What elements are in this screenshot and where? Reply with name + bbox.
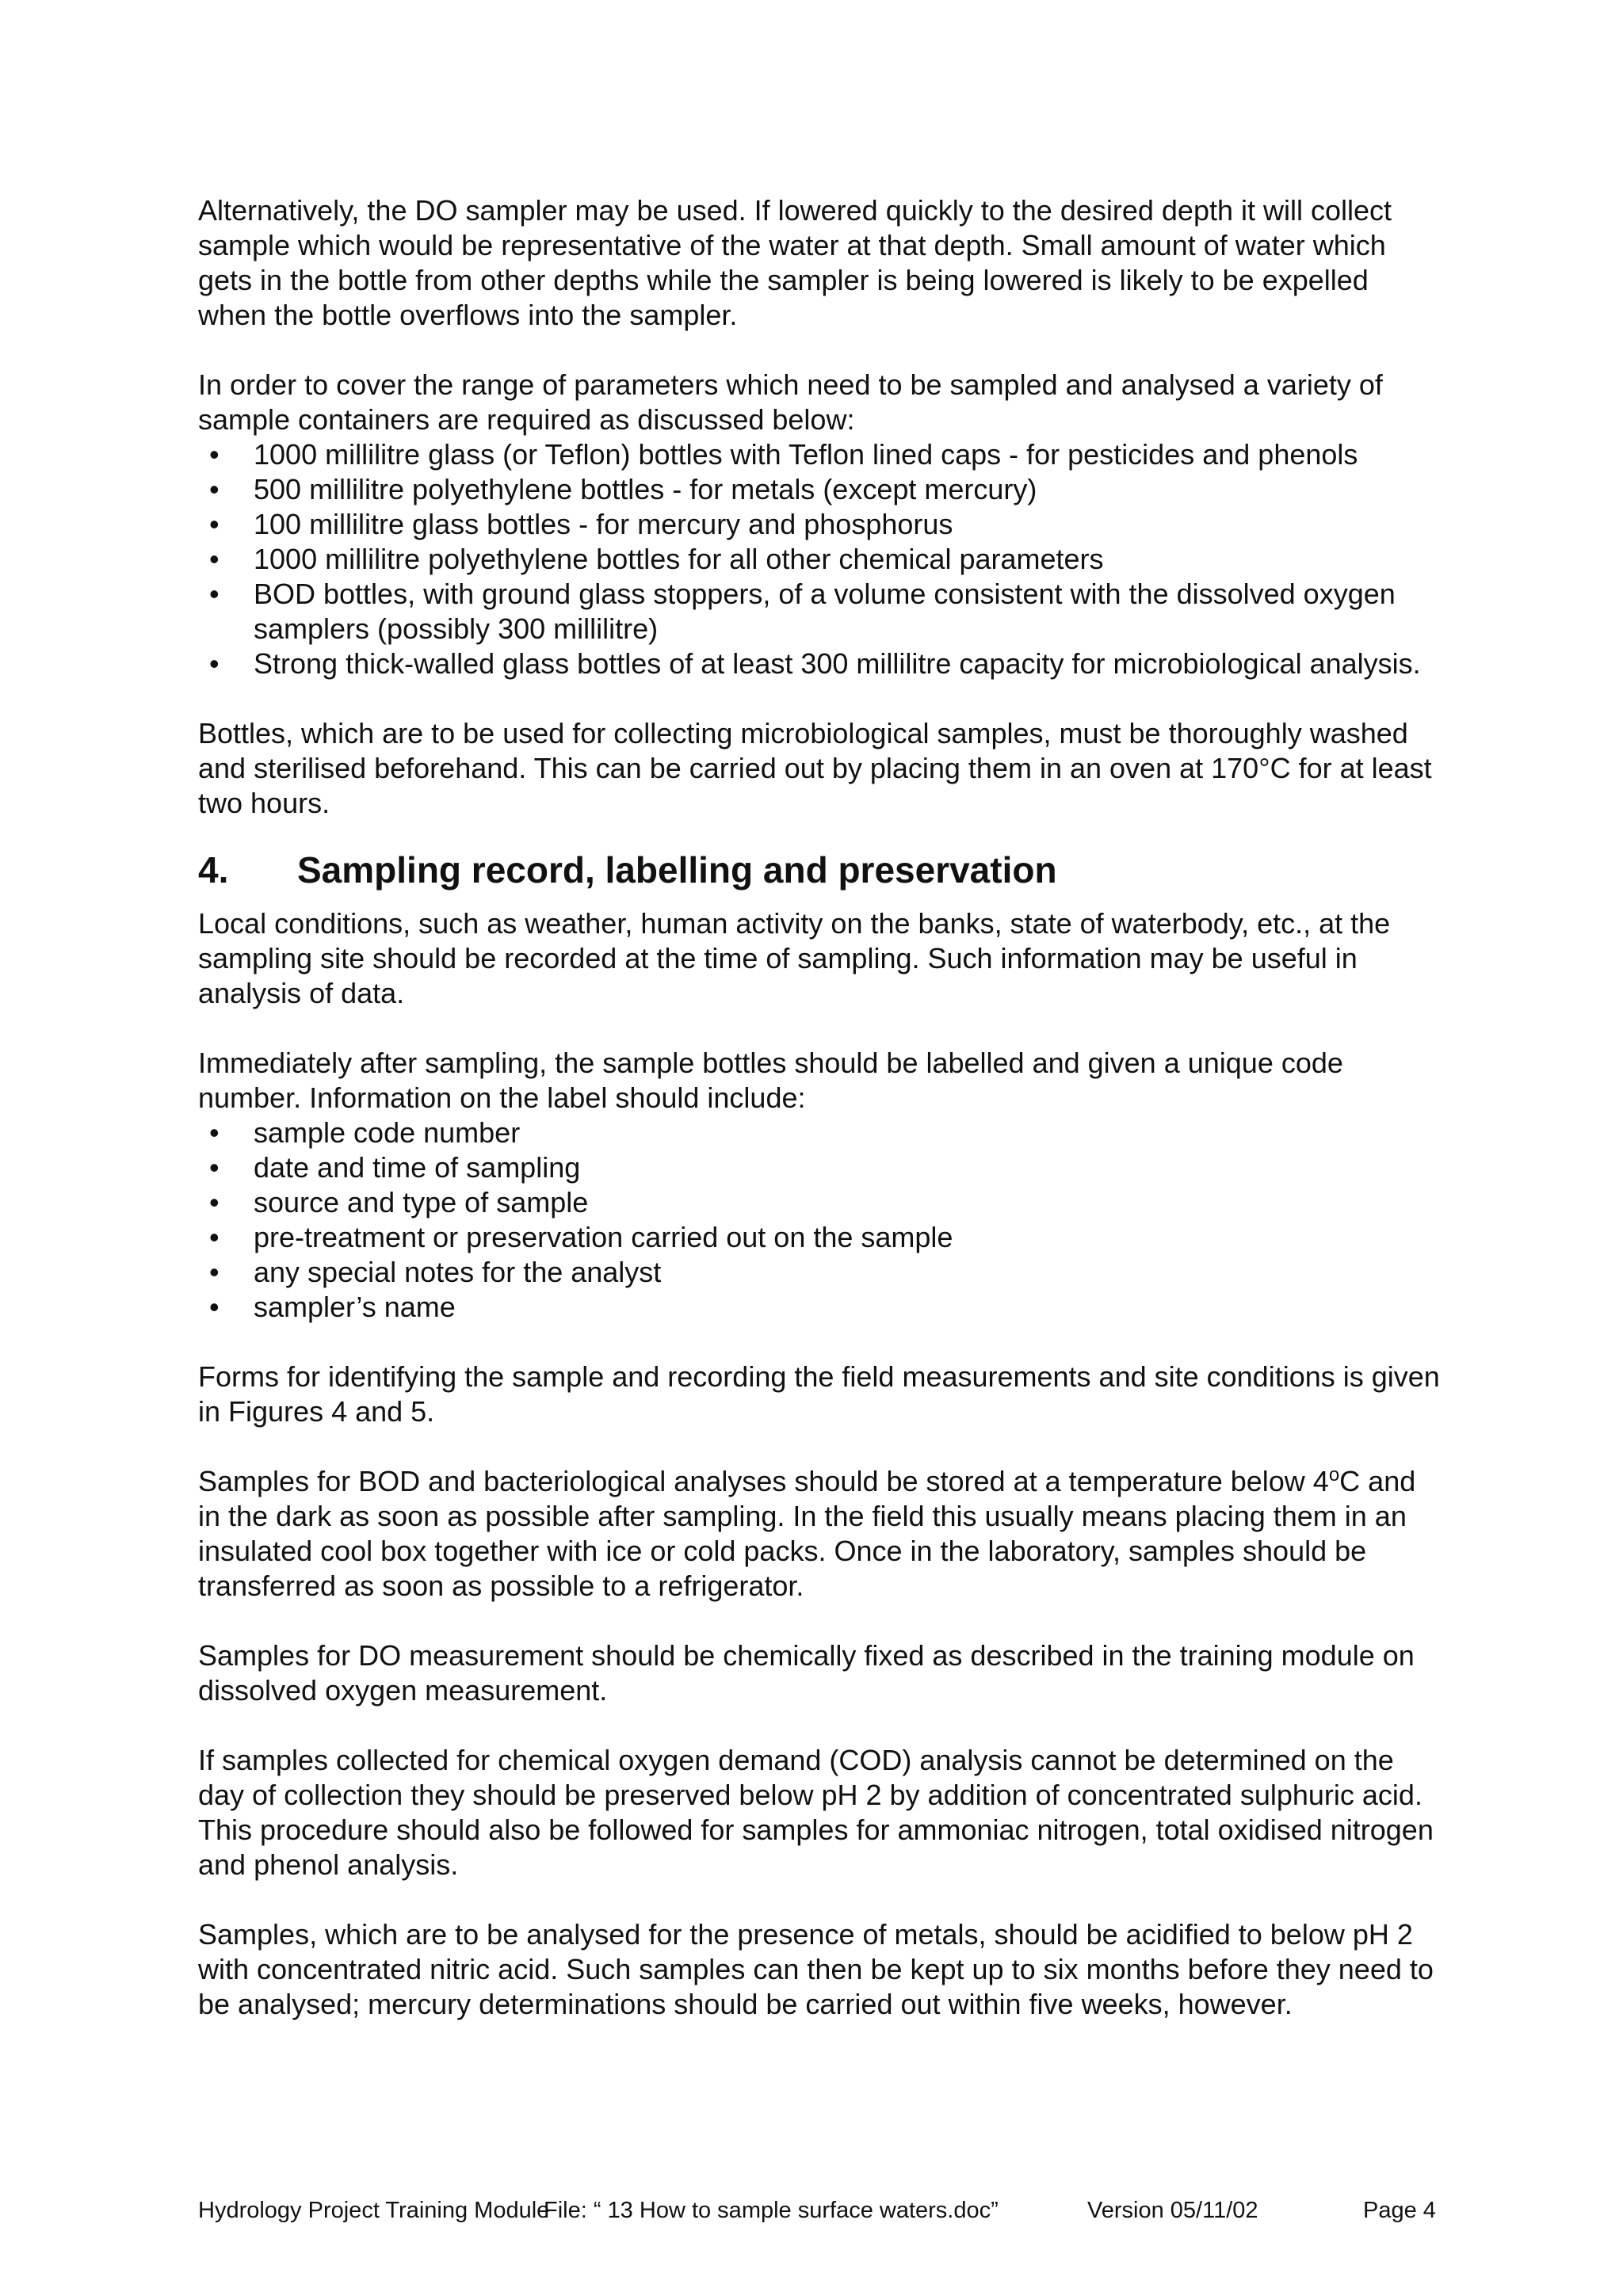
list-item: • any special notes for the analyst [198,1255,1442,1290]
intro-paragraph-2: In order to cover the range of parameters which need to be sampled and analysed a variety of sample containers are required as discussed below: [198,368,1383,436]
section-paragraph-2: Immediately after sampling, the sample bottles should be labelled and given a unique code number. Information on the label should include: [198,1047,1343,1114]
container-list [198,437,1442,681]
list-item: • Strong thick-walled glass bottles of at least 300 millilitre capacity for microbiological analysis. [198,646,1442,681]
intro-paragraph-1: Alternatively, the DO sampler may be used. If lowered quickly to the desired depth it will collect sample which would be representative of the water at that depth. Small amount of water which gets in the bottle from other depths while the sampler is being lowered is likely to be expelled when the bottle overflows into the sampler. [198,194,1392,331]
footer-file: File: “ 13 How to sample surface waters.doc” [544,2198,999,2223]
label-info-list [198,1116,1442,1325]
section-paragraph-4 [198,1464,1442,1604]
list-item: • BOD bottles, with ground glass stoppers, of a volume consistent with the dissolved oxygen samplers (possibly 300 millilitre) [198,577,1442,646]
section-title: Sampling record, labelling and preservation [297,849,1057,891]
paragraph-text: C and in the dark as soon as possible after sampling. In the field this usually means placing them in an insulated cool box together with ice or cold packs. Once in the laboratory, samples should be transferred as soon as possible to a refrigerator. [198,1465,1416,1602]
list-item: • source and type of sample [198,1185,1442,1220]
page-content [198,193,1442,2022]
section-paragraph-5: Samples for DO measurement should be chemically fixed as described in the training module on dissolved oxygen measurement. [198,1639,1415,1707]
intro-paragraph-3: Bottles, which are to be used for collecting microbiological samples, must be thoroughly washed and sterilised beforehand. This can be carried out by placing them in an oven at 170°C for at least two hours. [198,717,1432,819]
footer-module: Hydrology Project Training Module [198,2198,550,2223]
section-paragraph-1: Local conditions, such as weather, human activity on the banks, state of waterbody, etc., at the sampling site should be recorded at the time of sampling. Such information may be useful in analysis of data. [198,907,1391,1009]
list-item: • 1000 millilitre polyethylene bottles for all other chemical parameters [198,542,1442,577]
paragraph-text: Samples for BOD and bacteriological analyses should be stored at a temperature below 4 [198,1465,1329,1497]
list-item: • sampler’s name [198,1290,1442,1325]
section-paragraph-6: If samples collected for chemical oxygen demand (COD) analysis cannot be determined on the day of collection they should be preserved below pH 2 by addition of concentrated sulphuric acid. This procedure should also be followed for samples for ammoniac nitrogen, total oxidised nitrogen and phenol analysis. [198,1744,1434,1881]
list-item: • 500 millilitre polyethylene bottles - for metals (except mercury) [198,472,1442,507]
list-item: • date and time of sampling [198,1150,1442,1185]
section-number: 4. [198,849,229,891]
list-item: • pre-treatment or preservation carried out on the sample [198,1220,1442,1255]
footer-page: Page 4 [1363,2198,1436,2223]
superscript: o [1328,1464,1340,1486]
list-item: • 100 millilitre glass bottles - for mercury and phosphorus [198,507,1442,542]
list-item: • 1000 millilitre glass (or Teflon) bottles with Teflon lined caps - for pesticides and phenols [198,437,1442,472]
section-paragraph-7: Samples, which are to be analysed for the presence of metals, should be acidified to below pH 2 with concentrated nitric acid. Such samples can then be kept up to six months before they need to be analysed; mercury determinations should be carried out within five weeks, however. [198,1918,1434,2020]
footer-version: Version 05/11/02 [1087,2198,1258,2223]
page-footer [198,2195,1442,2226]
section-paragraph-3: Forms for identifying the sample and recording the field measurements and site conditions is given in Figures 4 and 5. [198,1360,1440,1428]
section-heading [198,848,1442,892]
list-item: • sample code number [198,1116,1442,1150]
